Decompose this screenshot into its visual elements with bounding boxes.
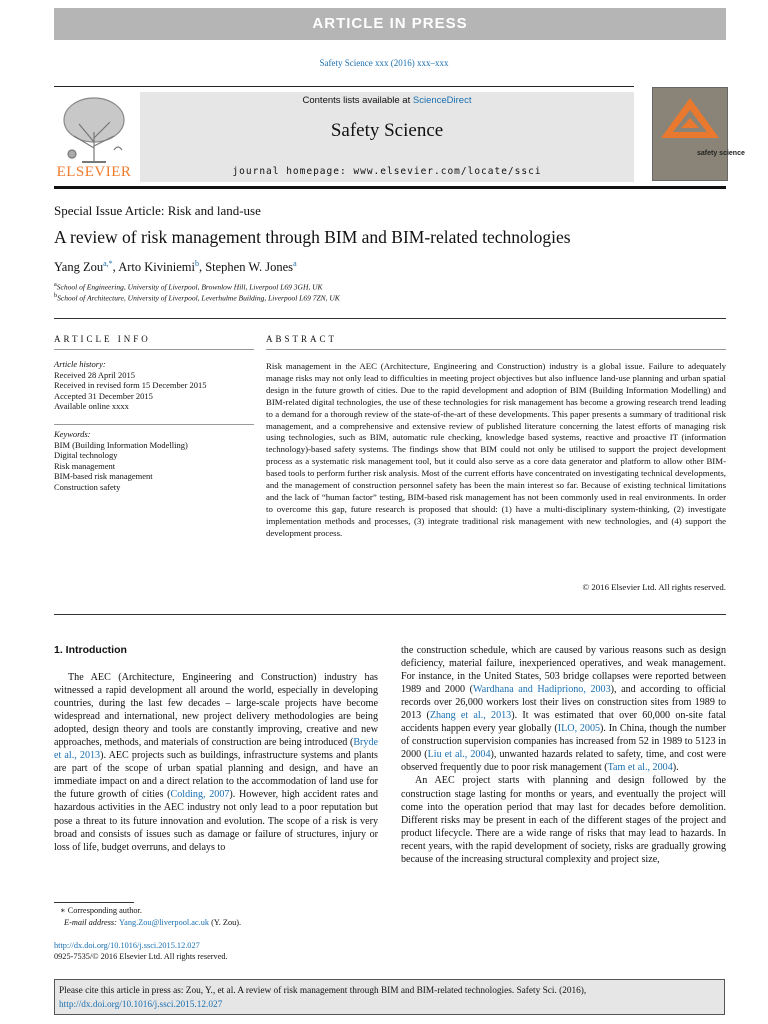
affiliation-text: School of Engineering, University of Liverpool, Brownlow Hill, Liverpool L69 3GH, UK xyxy=(56,282,323,292)
history-accepted: Accepted 31 December 2015 xyxy=(54,390,153,401)
citation-link[interactable]: Wardhana and Hadipriono, 2003 xyxy=(473,684,611,696)
paragraph-text: the construction schedule, which are caused by various reasons such as design deficiency, material failure, inexperienced operatives, and weak management. For instance, in the United States, 503 bridge collapses were reported between 1989 and 2000 ( xyxy=(401,645,726,696)
citation-link[interactable]: Liu et al., 2004 xyxy=(427,749,491,761)
paragraph-text: ), unwanted hazards related to safety, time, and cost were observed frequently due to poor risk management ( xyxy=(401,749,726,774)
section-rule-bottom xyxy=(54,614,726,615)
corresponding-author-note xyxy=(60,906,142,917)
email-note xyxy=(64,918,241,929)
author-affiliation-sup[interactable]: a xyxy=(293,259,297,268)
journal-reference[interactable]: Safety Science xxx (2016) xxx–xxx xyxy=(319,58,449,68)
cover-triangle-icon xyxy=(653,88,745,180)
article-info-rule xyxy=(54,349,254,350)
citation-link[interactable]: Zhang et al., 2013 xyxy=(429,710,512,722)
citation-link[interactable]: Bryde et al., 2013 xyxy=(54,737,378,762)
paragraph-text: ). However, high accident rates and hazardous activities in the AEC industry not only lead to a poor reputation but pose a threat to its future innovation and evolution. The scope of a risk is very broad and consists of issues such as damage or failure of structures, injury or loss of life, budget overruns, and delays to xyxy=(54,789,379,853)
paragraph-text: ). It was estimated that over 60,000 on-site fatal accidents happen every year globally ( xyxy=(401,710,726,735)
paragraph-text: The AEC (Architecture, Engineering and Construction) industry has witnessed a rapid development all around the world, especially in developing countries, during the last few decades – large-scale projects have become widespread and international, new project delivery methodologies are being adopted, design theory and tools are constantly improving, creative and new approaches, methods, and materials of construction are being introduced ( xyxy=(54,672,378,749)
asterisk-icon: ∗ xyxy=(60,906,68,915)
paragraph-text: ). AEC projects such as buildings, infrastructure systems and plants are part of the scope of urban spatial planning and design, and have an immediate impact on and a direct relation to the accommodation of land use for the future growth of cities ( xyxy=(54,750,378,801)
history-received: Received 28 April 2015 xyxy=(54,369,135,380)
keywords-label: Keywords: xyxy=(54,429,91,439)
history-revised: Received in revised form 15 December 2015 xyxy=(54,380,207,390)
section-rule-top xyxy=(54,318,726,319)
keyword: BIM-based risk management xyxy=(54,471,153,481)
intro-paragraph-2: An AEC project starts with planning and design followed by the construction stage lasting for months or years, and eventually the project will come into the operation period that may last for decades before demolition. Different risks may be present in each of the different stages of the project and product lifecycle. There are a wide range of risks that may lead to hazards. In recent years, with the rapid development of society, risks are gradually growing because of the increasing structural complexity and project size, xyxy=(401,775,726,865)
affiliation-text: School of Architecture, University of Liverpool, Leverhulme Building, Liverpool L69 7ZN, UK xyxy=(57,293,340,303)
doi-link[interactable]: http://dx.doi.org/10.1016/j.ssci.2015.12.027 xyxy=(54,941,200,950)
intro-left-column xyxy=(54,671,378,854)
author-separator: , xyxy=(198,260,206,275)
intro-paragraph-1 xyxy=(54,671,378,854)
author-name: Stephen W. Jones xyxy=(205,260,294,275)
author-affiliation-sup[interactable]: b xyxy=(194,259,199,268)
email-label: E-mail address: xyxy=(64,918,119,927)
masthead-bottom-rule xyxy=(54,186,726,189)
introduction-heading: 1. Introduction xyxy=(54,644,127,656)
email-link[interactable]: Yang.Zou@liverpool.ac.uk xyxy=(119,918,209,927)
citation-link[interactable]: Tam et al., 2004 xyxy=(607,762,673,774)
contents-prefix: Contents lists available at xyxy=(302,95,413,106)
affiliation-a xyxy=(54,281,323,292)
intro-right-column xyxy=(401,644,726,866)
sciencedirect-link[interactable]: ScienceDirect xyxy=(412,95,472,106)
author-list xyxy=(54,259,297,275)
abstract-text: Risk management in the AEC (Architecture, Engineering and Construction) industry is a global issue. Failure to adequately manage risks may not only lead to difficulties in meeting project objectives but also influence land-use planning and urban spatial design in the future growth of cities. Due to the rapid development and adoption of BIM (Building Information Modelling) and BIM-related digital technologies, the use of these technologies for risk management has become a growing research trend leading to a demand for a thorough review of the state-of-the-art of these developments. This paper presents a summary of traditional risk management, and a comprehensive and extensive review of published literature concerning the latest efforts of managing risk using technologies, such as BIM, automatic rule checking, knowledge based systems, reactive and proactive IT (information technology)-based safety systems. The findings show that BIM could not only be utilised to support the project development process as a systematic risk management tool, but it could also serve as a core data generator and platform to allow other BIM-based tools to perform further risk analysis. Most of the current efforts have concentrated on investigating technical developments, and the management of construction personnel safety has been the main interest so far. Because of existing technical limitations and the lack of “human factor” testing, BIM-based risk management has not been commonly used in real environments. In order to overcome this gap, future research is proposed that should: (1) have a multi-disciplinary system-thinking, (2) investigate implementation methods and processes, (3) integrate traditional risk management with new technologies, and (4) support the development process. xyxy=(266,361,726,538)
journal-cover-image xyxy=(652,87,745,181)
abstract-rule xyxy=(266,349,726,350)
keyword: Construction safety xyxy=(54,481,121,492)
corresponding-text: Corresponding author. xyxy=(67,906,142,915)
author-separator: , xyxy=(112,260,119,275)
citation-box xyxy=(54,979,725,1015)
issn-line: 0925-7535/© 2016 Elsevier Ltd. All rights reserved. xyxy=(54,952,228,961)
author-name: Arto Kiviniemi xyxy=(118,260,195,275)
abstract-copyright: © 2016 Elsevier Ltd. All rights reserved. xyxy=(582,582,726,592)
history-label: Article history: xyxy=(54,359,106,369)
paragraph-text: ). In China, though the number of construction supervision companies has increased from 52 in 1989 to 5123 in 2000 ( xyxy=(401,723,726,761)
abstract-heading: ABSTRACT xyxy=(266,334,338,344)
keyword: BIM (Building Information Modelling) xyxy=(54,439,188,450)
email-owner: (Y. Zou). xyxy=(209,918,242,927)
article-in-press-banner: ARTICLE IN PRESS xyxy=(54,8,726,40)
citation-text: Please cite this article in press as: Zou, Y., et al. A review of risk management through BIM and BIM-related technologies. Safety Sci. (2016), xyxy=(59,986,587,996)
journal-title: Safety Science xyxy=(330,120,444,141)
cover-title-text: safety science xyxy=(697,150,745,157)
footnote-rule xyxy=(54,902,134,903)
keyword: Risk management xyxy=(54,460,116,471)
contents-line xyxy=(140,95,634,106)
keyword: Digital technology xyxy=(54,450,118,460)
special-issue-label: Special Issue Article: Risk and land-use xyxy=(54,203,261,218)
paragraph-text: ), and according to official records over 26,000 workers lost their lives on construction sites from 1989 to 2013 ( xyxy=(401,684,726,722)
article-history xyxy=(54,359,254,412)
elsevier-wordmark: ELSEVIER xyxy=(56,164,132,180)
affiliation-sup: b xyxy=(54,292,58,299)
affiliation-b xyxy=(54,292,340,303)
masthead-top-rule xyxy=(54,86,634,87)
keywords-rule xyxy=(54,424,254,425)
affiliation-sup: a xyxy=(54,281,57,288)
citation-doi-link[interactable]: http://dx.doi.org/10.1016/j.ssci.2015.12.027 xyxy=(59,1000,223,1010)
history-online: Available online xxxx xyxy=(54,401,129,411)
article-info-heading: ARTICLE INFO xyxy=(54,334,151,344)
author-affiliation-sup[interactable]: a,* xyxy=(103,259,113,268)
citation-link[interactable]: ILO, 2005 xyxy=(557,723,601,735)
intro-paragraph-1-cont xyxy=(401,644,726,774)
keywords-block xyxy=(54,429,254,492)
journal-homepage[interactable]: journal homepage: www.elsevier.com/locate/ssci xyxy=(232,166,542,177)
article-title: A review of risk management through BIM and BIM-related technologies xyxy=(54,227,571,247)
paragraph-text: ). xyxy=(672,762,679,774)
citation-link[interactable]: Colding, 2007 xyxy=(170,789,230,801)
author-name: Yang Zou xyxy=(54,260,104,275)
